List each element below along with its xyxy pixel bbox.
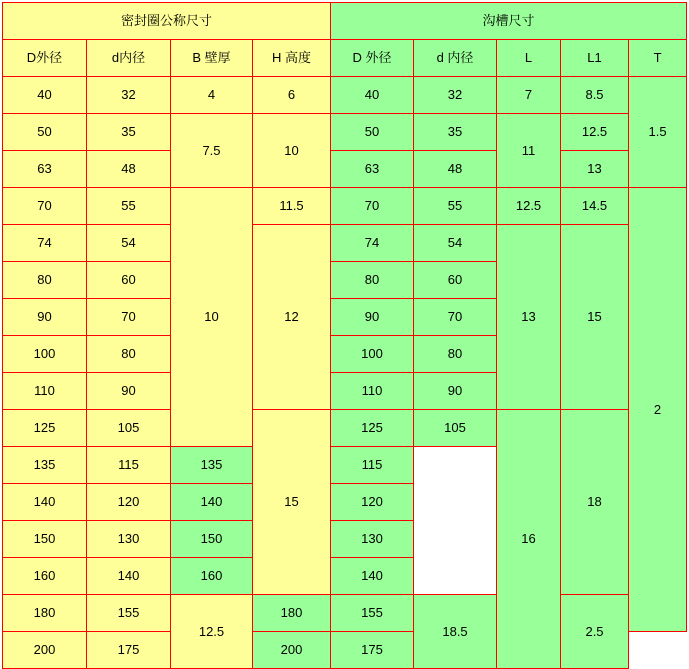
column-header-cell-7: L1	[561, 40, 629, 77]
seal-height-cell: 10	[253, 114, 331, 188]
seal-ring-dimension-table	[2, 2, 687, 669]
seal-outer-diameter-cell: 160	[3, 558, 87, 595]
groove-outer-diameter-cell: 160	[171, 558, 253, 595]
groove-inner-diameter-cell: 155	[331, 595, 414, 632]
table-row	[3, 595, 687, 632]
groove-inner-diameter-cell: 130	[331, 521, 414, 558]
table-column-header-row	[3, 40, 687, 77]
groove-L1-cell: 14.5	[561, 188, 629, 225]
seal-height-cell: 6	[253, 77, 331, 114]
groove-inner-diameter-cell: 54	[414, 225, 497, 262]
column-header-cell-3: H 高度	[253, 40, 331, 77]
groove-inner-diameter-cell: 80	[414, 336, 497, 373]
table-row	[3, 188, 687, 225]
column-header-cell-0: D外径	[3, 40, 87, 77]
groove-inner-diameter-cell: 55	[414, 188, 497, 225]
groove-L-cell: 11	[497, 114, 561, 188]
groove-outer-diameter-cell: 50	[331, 114, 414, 151]
groove-outer-diameter-cell: 125	[331, 410, 414, 447]
groove-L-cell: 7	[497, 77, 561, 114]
groove-outer-diameter-cell: 70	[331, 188, 414, 225]
groove-L-cell: 16	[497, 410, 561, 669]
groove-L1-cell: 12.5	[561, 114, 629, 151]
table-row	[3, 410, 687, 447]
seal-outer-diameter-cell: 150	[3, 521, 87, 558]
groove-inner-diameter-cell: 70	[414, 299, 497, 336]
seal-outer-diameter-cell: 80	[3, 262, 87, 299]
groove-L-cell: 12.5	[497, 188, 561, 225]
groove-T-cell: 2.5	[561, 595, 629, 669]
seal-inner-diameter-cell: 120	[87, 484, 171, 521]
seal-outer-diameter-cell: 110	[3, 373, 87, 410]
groove-inner-diameter-cell: 60	[414, 262, 497, 299]
seal-outer-diameter-cell: 74	[3, 225, 87, 262]
groove-outer-diameter-cell: 110	[331, 373, 414, 410]
seal-inner-diameter-cell: 54	[87, 225, 171, 262]
table-row	[3, 77, 687, 114]
groove-L1-cell: 15	[561, 225, 629, 410]
seal-wall-thickness-cell: 7.5	[171, 114, 253, 188]
seal-inner-diameter-cell: 80	[87, 336, 171, 373]
groove-outer-diameter-cell: 80	[331, 262, 414, 299]
seal-height-cell: 15	[253, 410, 331, 595]
groove-outer-diameter-cell: 150	[171, 521, 253, 558]
seal-outer-diameter-cell: 135	[3, 447, 87, 484]
seal-outer-diameter-cell: 40	[3, 77, 87, 114]
groove-inner-diameter-cell: 48	[414, 151, 497, 188]
groove-outer-diameter-cell: 100	[331, 336, 414, 373]
group-header-cell-0: 密封圈公称尺寸	[3, 3, 331, 40]
groove-outer-diameter-cell: 200	[253, 632, 331, 669]
groove-inner-diameter-cell: 35	[414, 114, 497, 151]
seal-inner-diameter-cell: 70	[87, 299, 171, 336]
column-header-cell-6: L	[497, 40, 561, 77]
seal-inner-diameter-cell: 175	[87, 632, 171, 669]
seal-outer-diameter-cell: 90	[3, 299, 87, 336]
seal-inner-diameter-cell: 90	[87, 373, 171, 410]
groove-L-cell: 13	[497, 225, 561, 410]
seal-wall-thickness-cell: 10	[171, 188, 253, 447]
seal-wall-thickness-cell: 4	[171, 77, 253, 114]
spec-table-sheet	[0, 2, 689, 658]
table-row	[3, 151, 687, 188]
seal-inner-diameter-cell: 32	[87, 77, 171, 114]
seal-inner-diameter-cell: 105	[87, 410, 171, 447]
seal-outer-diameter-cell: 140	[3, 484, 87, 521]
groove-L1-cell: 8.5	[561, 77, 629, 114]
seal-inner-diameter-cell: 60	[87, 262, 171, 299]
seal-outer-diameter-cell: 63	[3, 151, 87, 188]
groove-inner-diameter-cell: 90	[414, 373, 497, 410]
seal-outer-diameter-cell: 70	[3, 188, 87, 225]
groove-inner-diameter-cell: 32	[414, 77, 497, 114]
groove-inner-diameter-cell: 120	[331, 484, 414, 521]
groove-outer-diameter-cell: 180	[253, 595, 331, 632]
seal-wall-thickness-cell: 12.5	[171, 595, 253, 669]
groove-outer-diameter-cell: 74	[331, 225, 414, 262]
column-header-cell-4: D 外径	[331, 40, 414, 77]
column-header-cell-5: d 内径	[414, 40, 497, 77]
seal-inner-diameter-cell: 155	[87, 595, 171, 632]
groove-inner-diameter-cell: 105	[414, 410, 497, 447]
seal-height-cell: 12	[253, 225, 331, 410]
groove-T-cell: 1.5	[629, 77, 687, 188]
groove-L1-cell: 18	[561, 410, 629, 595]
table-row	[3, 114, 687, 151]
seal-inner-diameter-cell: 35	[87, 114, 171, 151]
seal-inner-diameter-cell: 55	[87, 188, 171, 225]
groove-L1-cell: 13	[561, 151, 629, 188]
groove-outer-diameter-cell: 40	[331, 77, 414, 114]
groove-outer-diameter-cell: 140	[171, 484, 253, 521]
groove-outer-diameter-cell: 90	[331, 299, 414, 336]
seal-outer-diameter-cell: 180	[3, 595, 87, 632]
seal-inner-diameter-cell: 115	[87, 447, 171, 484]
groove-outer-diameter-cell: 63	[331, 151, 414, 188]
seal-inner-diameter-cell: 48	[87, 151, 171, 188]
table-group-header-row	[3, 3, 687, 40]
groove-inner-diameter-cell: 140	[331, 558, 414, 595]
group-header-cell-1: 沟槽尺寸	[331, 3, 687, 40]
seal-outer-diameter-cell: 50	[3, 114, 87, 151]
seal-inner-diameter-cell: 130	[87, 521, 171, 558]
groove-inner-diameter-cell: 175	[331, 632, 414, 669]
groove-T-cell: 2	[629, 188, 687, 632]
seal-outer-diameter-cell: 200	[3, 632, 87, 669]
column-header-cell-8: T	[629, 40, 687, 77]
groove-outer-diameter-cell: 135	[171, 447, 253, 484]
seal-height-cell: 11.5	[253, 188, 331, 225]
seal-inner-diameter-cell: 140	[87, 558, 171, 595]
column-header-cell-1: d内径	[87, 40, 171, 77]
groove-L1-cell: 18.5	[414, 595, 497, 669]
column-header-cell-2: B 壁厚	[171, 40, 253, 77]
seal-outer-diameter-cell: 125	[3, 410, 87, 447]
groove-inner-diameter-cell: 115	[331, 447, 414, 484]
table-row	[3, 225, 687, 262]
seal-outer-diameter-cell: 100	[3, 336, 87, 373]
